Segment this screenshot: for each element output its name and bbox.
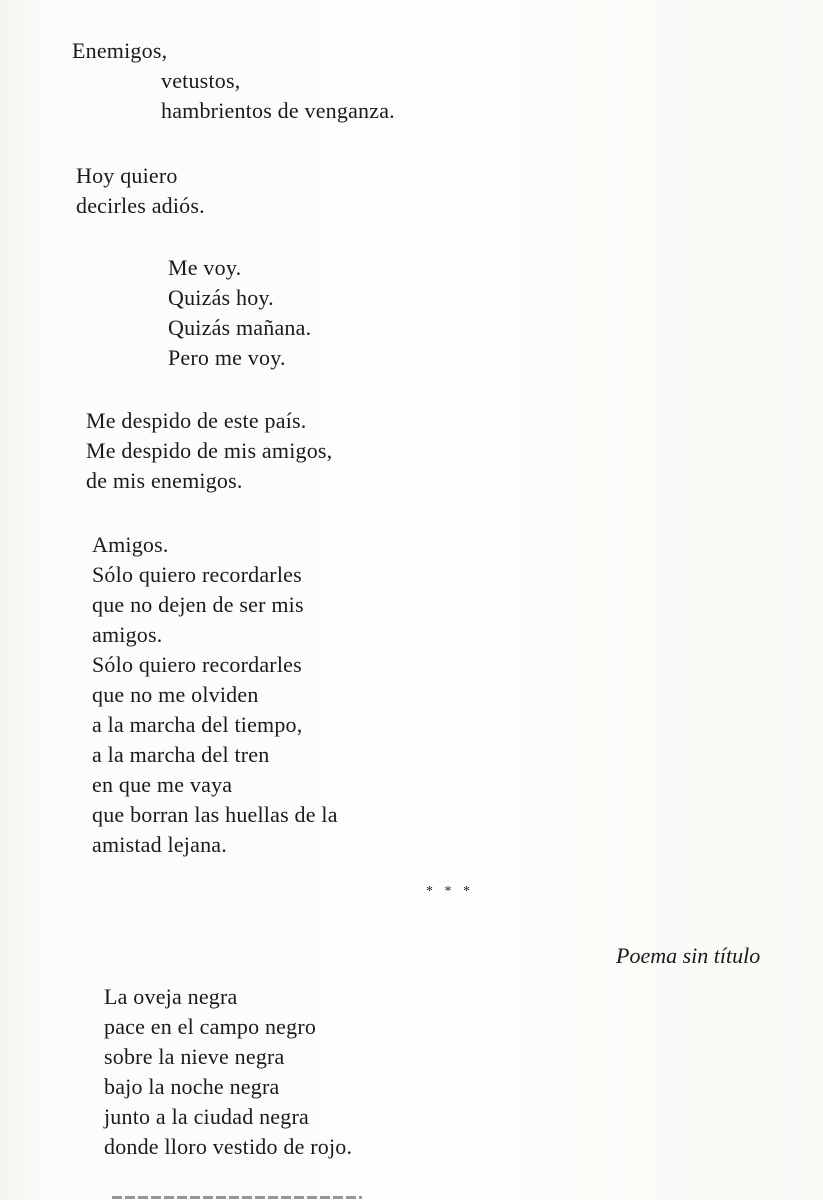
verse-line: a la marcha del tren [92, 742, 270, 767]
verse-line: de mis enemigos. [86, 468, 243, 493]
verse-line: donde lloro vestido de rojo. [104, 1134, 353, 1159]
section-separator: * * * [426, 884, 474, 899]
stanza-5 [92, 530, 338, 860]
verse-line: junto a la ciudad negra [104, 1104, 309, 1129]
cut-off-line [112, 1192, 362, 1200]
verse-line: Sólo quiero recordarles [92, 652, 302, 677]
verse-line: Me despido de este país. [86, 408, 307, 433]
verse-line: Amigos. [92, 532, 169, 557]
verse-line: Me voy. [168, 255, 242, 280]
verse-line: Sólo quiero recordarles [92, 562, 302, 587]
poem-title: Poema sin título [616, 943, 761, 968]
verse-line: La oveja negra [104, 984, 238, 1009]
verse-line: Quizás mañana. [168, 315, 312, 340]
verse-line: que no me olviden [92, 682, 259, 707]
stanza-3 [168, 253, 311, 373]
verse-line: pace en el campo negro [104, 1014, 317, 1039]
verse-line: a la marcha del tiempo, [92, 712, 303, 737]
verse-line: amistad lejana. [92, 832, 227, 857]
stanza-4 [86, 406, 332, 496]
stanza-2 [76, 161, 205, 221]
verse-line: sobre la nieve negra [104, 1044, 285, 1069]
verse-line: Quizás hoy. [168, 285, 274, 310]
verse-line: Me despido de mis amigos, [86, 438, 333, 463]
verse-line: Enemigos, [72, 38, 168, 63]
verse-line: decirles adiós. [76, 193, 205, 218]
verse-line: bajo la noche negra [104, 1074, 280, 1099]
verse-line: hambrientos de venganza. [161, 98, 395, 123]
poem-2-stanza [104, 982, 352, 1162]
verse-line: que no dejen de ser mis [92, 592, 304, 617]
verse-line: que borran las huellas de la [92, 802, 338, 827]
stanza-1 [72, 36, 395, 126]
verse-line: vetustos, [161, 68, 241, 93]
verse-line: Hoy quiero [76, 163, 178, 188]
verse-line: Pero me voy. [168, 345, 286, 370]
verse-line: amigos. [92, 622, 163, 647]
verse-line: en que me vaya [92, 772, 233, 797]
